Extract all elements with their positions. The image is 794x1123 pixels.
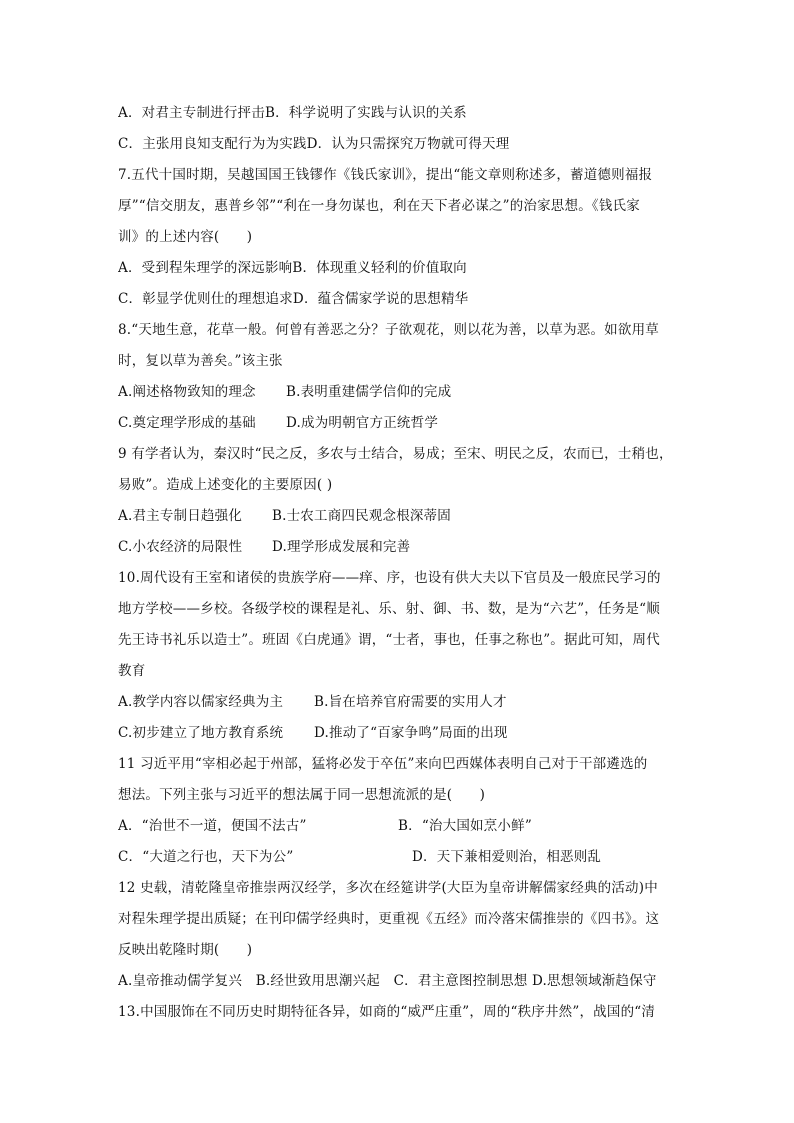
q11-option-b: B．“治大国如烹小鲜” [398, 818, 532, 834]
q11-options-row-1 [118, 811, 678, 842]
q10-option-b: B.旨在培养官府需要的实用人才 [314, 694, 507, 710]
q9-options-row-1 [118, 501, 678, 532]
q10-stem-line-1: 10.周代设有王室和诸侯的贵族学府——痒、序，也设有供大夫以下官员及一般庶民学习的 [118, 570, 661, 586]
q10-stem-line-4: 教育 [118, 663, 146, 679]
q7-option-line-1: A．受到程朱理学的深远影响B．体现重义轻利的价值取向 [118, 260, 467, 276]
q8-stem-line-2: 时，复以草为善矣。”该主张 [118, 353, 283, 369]
exam-page [118, 98, 678, 1028]
q10-option-d: D.推动了“百家争鸣”局面的出现 [314, 725, 508, 741]
q11-stem-line-1: 11 习近平用“宰相必起于州部，猛将必发于卒伍”来向巴西媒体表明自己对于干部遴选的 [118, 756, 648, 772]
q11-option-a: A．“治世不一道，便国不法古” [118, 818, 307, 834]
q10-options-row-2 [118, 718, 678, 749]
q11-option-d: D．天下兼相爱则治，相恶则乱 [412, 849, 602, 865]
q7-option-line-2: C．彰显学优则仕的理想追求D．蕴含儒家学说的思想精华 [118, 291, 469, 307]
q10-stem-line-3: 先王诗书礼乐以造士”。班固《白虎通》谓，“士者，事也，任事之称也”。据此可知，周代 [118, 632, 660, 648]
q9-options-row-2 [118, 532, 678, 563]
q10-option-a: A.教学内容以儒家经典为主 [118, 694, 284, 710]
q12-stem-line-3: 反映出乾隆时期( ) [118, 942, 253, 958]
q12-stem-line-2: 对程朱理学提出质疑；在刊印儒学经典时，更重视《五经》而冷落宋儒推崇的《四书》。这 [118, 911, 660, 927]
q11-stem-line-2: 想法。下列主张与习近平的想法属于同一思想流派的是( ) [118, 787, 486, 803]
q9-option-a: A.君主专制日趋强化 [118, 508, 243, 524]
q8-option-c: C.奠定理学形成的基础 [118, 415, 256, 431]
q7-stem-line-3: 训》的上述内容( ) [118, 229, 253, 245]
q8-option-b: B.表明重建儒学信仰的完成 [286, 384, 452, 400]
q9-option-d: D.理学形成发展和完善 [272, 539, 411, 555]
q12-options-line: A.皇帝推动儒学复兴 B.经世致用思潮兴起 C．君主意图控制思想 D.思想领域渐趋保守 [118, 973, 657, 989]
q13-stem-line-1: 13.中国服饰在不同历史时期特征各异，如商的“威严庄重”，周的“秩序井然”，战国的“清 [118, 1004, 656, 1020]
q11-options-row-2 [118, 842, 678, 873]
q8-option-d: D.成为明朝官方正统哲学 [286, 415, 439, 431]
q6-option-line-2: C．主张用良知支配行为为实践D．认为只需探究万物就可得天理 [118, 136, 510, 152]
q8-options-row-2 [118, 408, 678, 439]
q9-stem-line-1: 9 有学者认为，秦汉时“民之反，多农与士结合，易成；至宋、明民之反，农而已，士稍也， [118, 446, 673, 462]
q11-option-c: C．“大道之行也，天下为公” [118, 849, 294, 865]
q12-stem-line-1: 12 史载，清乾隆皇帝推崇两汉经学，多次在经筵讲学(大臣为皇帝讲解儒家经典的活动)中 [118, 880, 658, 896]
q8-option-a: A.阐述格物致知的理念 [118, 384, 256, 400]
q9-option-b: B.士农工商四民观念根深蒂固 [272, 508, 452, 524]
q7-stem-line-2: 厚”“信交朋友，惠普乡邻”“利在一身勿谋也，利在天下者必谋之”的治家思想。《钱氏家 [118, 198, 640, 214]
q10-option-c: C.初步建立了地方教育系统 [118, 725, 284, 741]
q7-stem-line-1: 7.五代十国时期，吴越国国王钱镠作《钱氏家训》，提出“能文章则称述多，蓄道德则福报 [118, 167, 653, 183]
q10-options-row-1 [118, 687, 678, 718]
q8-options-row-1 [118, 377, 678, 408]
q6-option-line-1: A．对君主专制进行抨击B．科学说明了实践与认识的关系 [118, 105, 467, 121]
q9-option-c: C.小农经济的局限性 [118, 539, 243, 555]
q8-stem-line-1: 8.“天地生意，花草一般。何曾有善恶之分？子欲观花，则以花为善，以草为恶。如欲用草 [118, 322, 659, 338]
q10-stem-line-2: 地方学校——乡校。各级学校的课程是礼、乐、射、御、书、数，是为“六艺”，任务是“顺 [118, 601, 660, 617]
q9-stem-line-2: 易败”。造成上述变化的主要原因( ) [118, 477, 333, 493]
